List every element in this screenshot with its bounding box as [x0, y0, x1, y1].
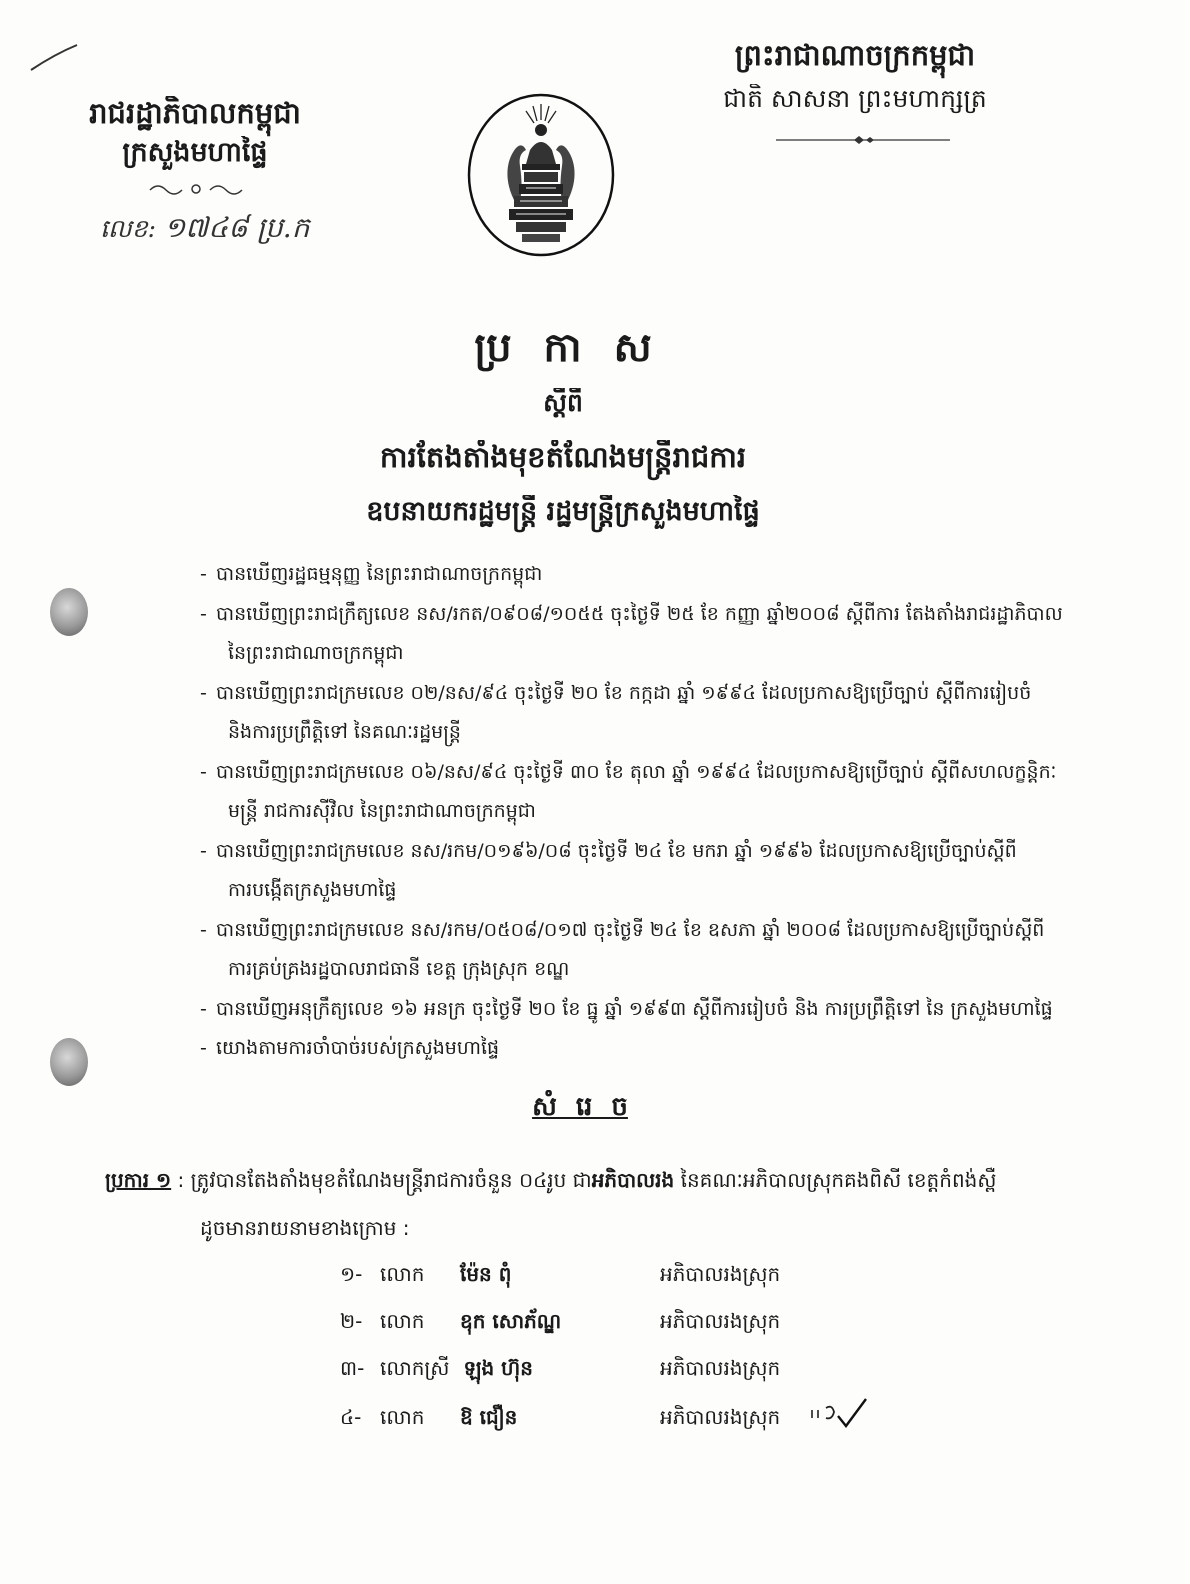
- preamble-line: បានឃើញព្រះរាជក្រមលេខ នស/រកម/០១៩៦/០៨ ចុះថ្ងៃទី ២៤ ខែ មករា ឆ្នាំ ១៩៩៦ ដែលប្រកាសឱ្យប្រើច្បាប់ស្តីពី: [216, 839, 1017, 862]
- preamble-item: [200, 832, 1110, 872]
- preamble-line: បានឃើញព្រះរាជក្រមលេខ ០២/នស/៩៤ ចុះថ្ងៃទី ២០ ខែ កក្កដា ឆ្នាំ ១៩៩៤ ដែលប្រកាសឱ្យប្រើច្បាប់ ស្តីពីការរៀបចំ: [216, 681, 1032, 704]
- preamble-line-continued: ការគ្រប់គ្រងរដ្ឋបាលរាជធានី ខេត្ត ក្រុងស្រុក ខណ្ឌ: [228, 958, 570, 980]
- appointee-row: [340, 1301, 1100, 1341]
- appointee-name: ម៉ែន ពុំ: [460, 1262, 512, 1286]
- appointee-honorific: លោក: [380, 1309, 425, 1333]
- document-number-label: លេខ:: [100, 214, 157, 243]
- preamble-line-continued: និងការប្រព្រឹត្តិទៅ នៃគណៈរដ្ឋមន្ត្រី: [228, 721, 461, 743]
- preamble-line: បានឃើញព្រះរាជក្រមលេខ នស/រកម/០៥០៨/០១៧ ចុះថ្ងៃទី ២៤ ខែ ឧសភា ឆ្នាំ ២០០៨ ដែលប្រកាសឱ្យប្រើច្បាប់ស្តីពី: [216, 918, 1045, 941]
- preamble-item: [200, 555, 1110, 595]
- preamble-line: បានឃើញរដ្ឋធម្មនុញ្ញ នៃព្រះរាជាណាចក្រកម្ពុជា: [216, 563, 543, 585]
- handwritten-slash-mark: [28, 42, 80, 74]
- appointee-number: ៣-: [340, 1356, 365, 1380]
- title-subject: ការតែងតាំងមុខតំណែងមន្ត្រីរាជការ: [379, 440, 747, 474]
- preamble-line-continued: នៃព្រះរាជាណាចក្រកម្ពុជា: [228, 642, 404, 664]
- appointee-row: [340, 1397, 1100, 1437]
- preamble-line-continued: ការបង្កើតក្រសួងមហាផ្ទៃ: [228, 879, 397, 901]
- appointee-name: ឧុក សោភ័ណ្ឌ: [460, 1309, 562, 1333]
- article-1-position-emphasis: អភិបាលរង: [591, 1168, 675, 1192]
- article-1: [105, 1156, 1115, 1252]
- article-1-label: ប្រការ ១: [105, 1168, 172, 1192]
- appointee-number: ៤-: [340, 1405, 362, 1429]
- decision-heading: សំ រេ ច: [532, 1092, 628, 1122]
- appointee-honorific: លោក: [380, 1405, 425, 1429]
- appointee-honorific: លោក: [380, 1262, 425, 1286]
- government-name: រាជរដ្ឋាភិបាលកម្ពុជា: [89, 96, 301, 130]
- punch-hole: [50, 1038, 88, 1086]
- preamble-line: យោងតាមការចាំបាច់របស់ក្រសួងមហាផ្ទៃ: [216, 1037, 500, 1059]
- preamble-item: [200, 674, 1110, 714]
- preamble-item: [200, 753, 1110, 793]
- appointee-row: [340, 1254, 1100, 1294]
- preamble-item: [200, 911, 1110, 951]
- article-1-line-1: [105, 1156, 1115, 1204]
- preamble-line: បានឃើញព្រះរាជក្រមលេខ ០៦/នស/៩៤ ចុះថ្ងៃទី ៣០ ខែ តុលា ឆ្នាំ ១៩៩៤ ដែលប្រកាសឱ្យប្រើច្បាប់ ស្តីពីសហលក្ខន្តិកៈ: [216, 760, 1057, 783]
- national-motto: ជាតិ សាសនា ព្រះមហាក្សត្រ: [723, 84, 987, 113]
- list-bullet: -: [200, 681, 207, 704]
- title-issuer: ឧបនាយករដ្ឋមន្ត្រី រដ្ឋមន្ត្រីក្រសួងមហាផ្ទៃ: [366, 496, 760, 527]
- list-bullet: -: [200, 918, 207, 941]
- ornament-divider: [146, 180, 246, 198]
- appointee-number: ១-: [340, 1262, 363, 1286]
- kingdom-name: ព្រះរាជាណាចក្រកម្ពុជា: [734, 38, 976, 72]
- appointee-position: អភិបាលរងស្រុក: [660, 1309, 781, 1333]
- list-bullet: -: [200, 760, 207, 783]
- motto-underline-ornament: [774, 134, 952, 146]
- appointee-name: ឡុង ហ៊ុន: [463, 1356, 533, 1380]
- preamble-line: បានឃើញព្រះរាជក្រឹត្យលេខ នស/រកត/០៩០៨/១០៥៥ ចុះថ្ងៃទី ២៥ ខែ កញ្ញា ឆ្នាំ២០០៨ ស្តីពីការ តែងតាំងរាជរដ្ឋាភិបាល: [216, 602, 1063, 625]
- appointee-row: [340, 1348, 1100, 1388]
- document-type-title: ប្រ កា ស: [474, 325, 652, 371]
- list-bullet: -: [200, 839, 207, 862]
- preamble-item: [200, 1029, 1110, 1069]
- royal-emblem-seal: [464, 90, 618, 260]
- ministry-name: ក្រសួងមហាផ្ទៃ: [122, 137, 268, 168]
- list-bullet: -: [200, 602, 207, 625]
- preamble-item: [200, 595, 1110, 635]
- preamble-item: [200, 990, 1110, 1030]
- appointee-position: អភិបាលរងស្រុក: [660, 1262, 781, 1286]
- article-1-separator: :: [171, 1168, 191, 1192]
- appointee-honorific: លោកស្រី: [380, 1356, 450, 1380]
- document-number: [100, 208, 400, 248]
- list-bullet: -: [200, 563, 207, 585]
- list-bullet: -: [200, 997, 207, 1020]
- handwritten-check-mark: [808, 1396, 870, 1432]
- preamble-list: [200, 555, 1110, 1069]
- preamble-line: បានឃើញអនុក្រឹត្យលេខ ១៦ អនក្រ ចុះថ្ងៃទី ២០ ខែ ធ្នូ ឆ្នាំ ១៩៩៣ ស្តីពីការរៀបចំ និង ការប្រព្រឹត្តិទៅ នៃ ក្រសួងមហាផ្ទៃ: [216, 997, 1053, 1020]
- appointee-position: អភិបាលរងស្រុក: [660, 1405, 781, 1429]
- article-1-text: ត្រូវបានតែងតាំងមុខតំណែងមន្ត្រីរាជការចំនួន ០៤រូប ជា: [190, 1168, 592, 1192]
- list-bullet: -: [200, 1037, 207, 1059]
- title-about: ស្តីពី: [543, 388, 583, 417]
- article-1-line-2: ដូចមានរាយនាមខាងក្រោម :: [200, 1216, 410, 1240]
- document-number-value: ១៧៤៨ ប្រ.ក: [163, 211, 310, 244]
- appointee-position: អភិបាលរងស្រុក: [660, 1356, 781, 1380]
- appointee-name: ឱ ជឿន: [460, 1405, 518, 1429]
- punch-hole: [50, 588, 88, 636]
- preamble-line-continued: មន្ត្រី រាជការស៊ីវិល នៃព្រះរាជាណាចក្រកម្ពុជា: [228, 800, 536, 822]
- appointee-number: ២-: [340, 1309, 363, 1333]
- article-1-text-after: នៃគណៈអភិបាលស្រុកគងពិសី ខេត្តកំពង់ស្ពឺ: [674, 1168, 997, 1192]
